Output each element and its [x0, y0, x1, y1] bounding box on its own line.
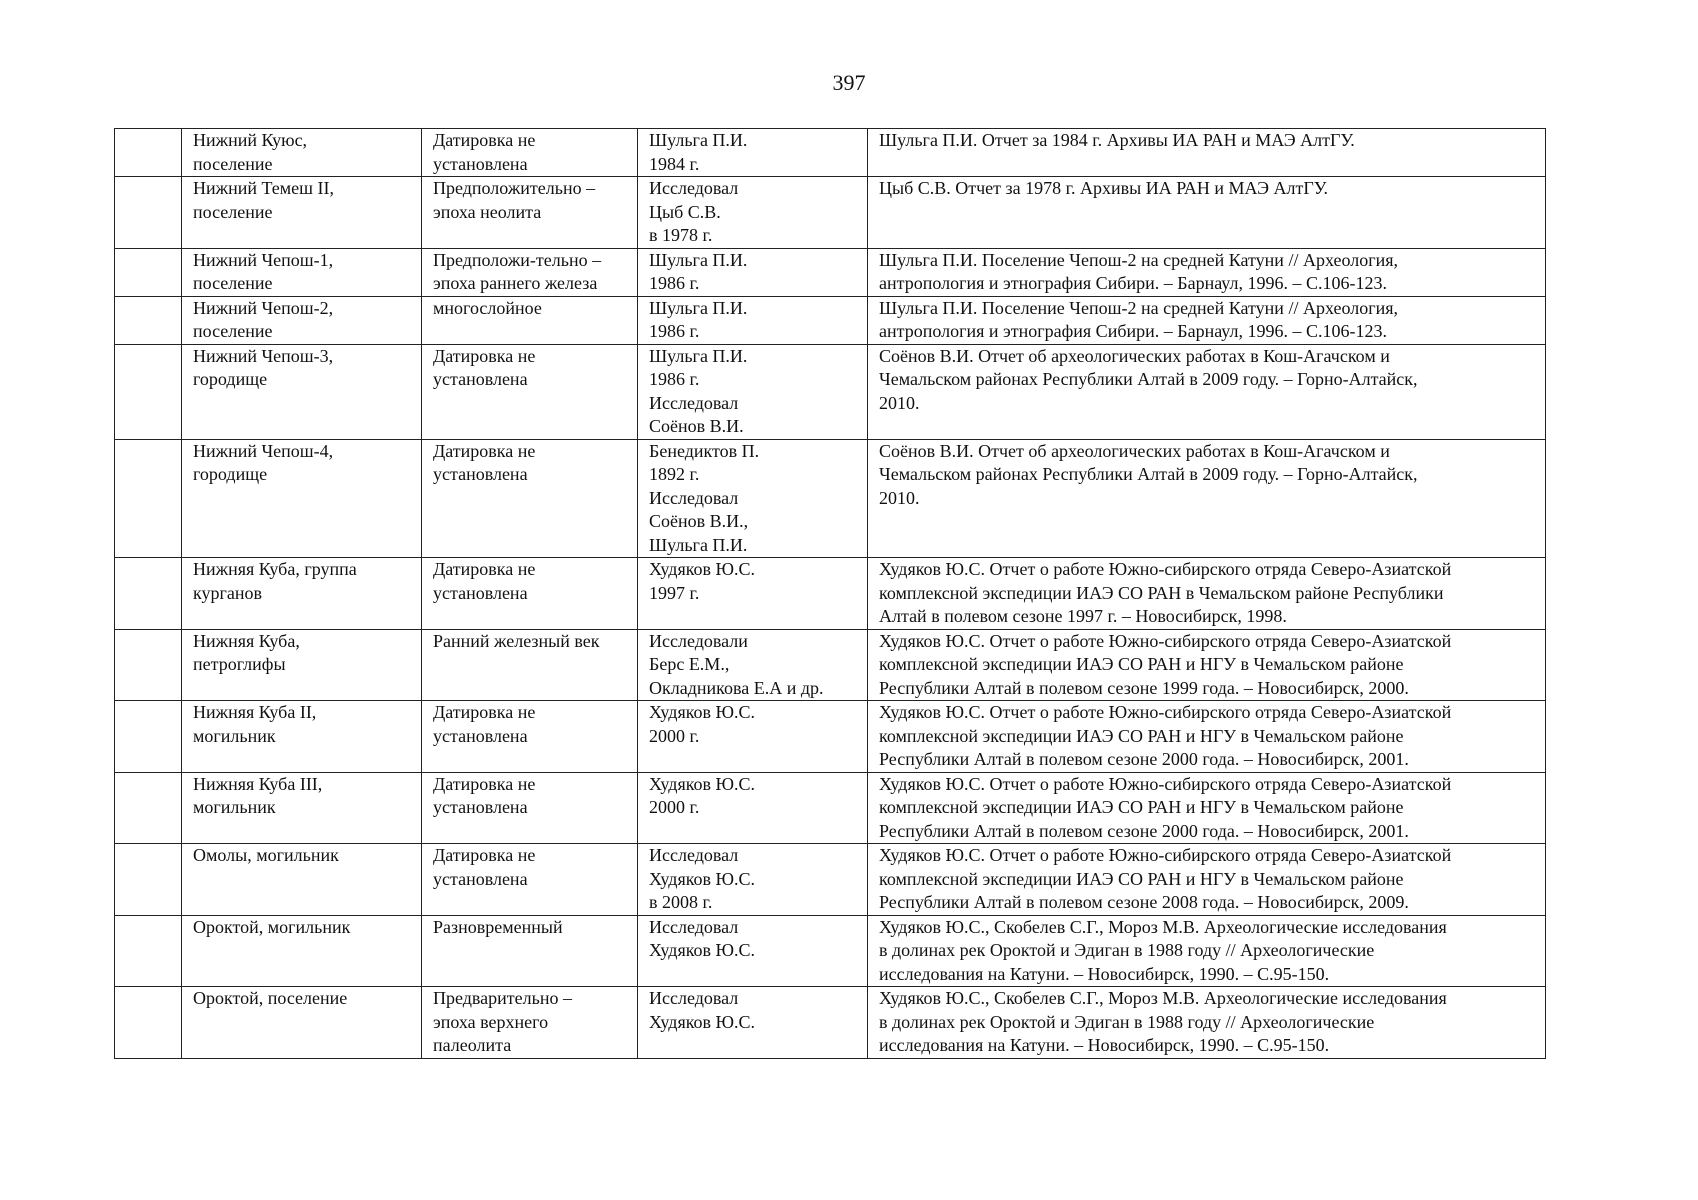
table-row: [115, 177, 1546, 249]
source-cell: Худяков Ю.С. Отчет о работе Южно-сибирского отряда Северо-Азиатской комплексной экспедиции ИАЭ СО РАН и НГУ в Чемальском районе Республики Алтай в полевом сезоне 1999 года. – Новосибирск, 2000.: [868, 629, 1546, 701]
table-row: [115, 439, 1546, 558]
page-number: 397: [832, 70, 866, 95]
source-cell: Худяков Ю.С., Скобелев С.Г., Мороз М.В. Археологические исследования в долинах рек Ороктой и Эдиган в 1988 году // Археологические исследования на Катуни. – Новосибирск, 1990. – С.95-150.: [868, 915, 1546, 987]
table-row: [115, 629, 1546, 701]
researcher-cell: Бенедиктов П. 1892 г. Исследовал Соёнов В.И., Шульга П.И.: [638, 439, 868, 558]
table-row: [115, 701, 1546, 773]
source-cell: Шульга П.И. Отчет за 1984 г. Архивы ИА РАН и МАЭ АлтГУ.: [868, 129, 1546, 177]
dating-cell: Датировка не установлена: [422, 844, 638, 916]
site-name-cell: Нижний Чепош-3, городище: [182, 344, 422, 439]
site-name-cell: Нижний Чепош-1, поселение: [182, 248, 422, 296]
row-number-cell: [115, 248, 182, 296]
researcher-cell: Шульга П.И. 1986 г.: [638, 248, 868, 296]
row-number-cell: [115, 844, 182, 916]
site-name-cell: Нижняя Куба, петроглифы: [182, 629, 422, 701]
sites-table: [114, 128, 1546, 1059]
row-number-cell: [115, 772, 182, 844]
source-cell: Худяков Ю.С. Отчет о работе Южно-сибирского отряда Северо-Азиатской комплексной экспедиции ИАЭ СО РАН в Чемальском районе Республики Алтай в полевом сезоне 1997 г. – Новосибирск, 1998.: [868, 558, 1546, 630]
source-cell: Соёнов В.И. Отчет об археологических работах в Кош-Агачском и Чемальском районах Республики Алтай в 2009 году. – Горно-Алтайск, 2010.: [868, 344, 1546, 439]
site-name-cell: Ороктой, могильник: [182, 915, 422, 987]
dating-cell: Предварительно – эпоха верхнего палеолита: [422, 987, 638, 1059]
row-number-cell: [115, 177, 182, 249]
researcher-cell: Шульга П.И. 1984 г.: [638, 129, 868, 177]
site-name-cell: Нижний Чепош-4, городище: [182, 439, 422, 558]
table-row: [115, 844, 1546, 916]
dating-cell: Датировка не установлена: [422, 772, 638, 844]
sites-table-body: [115, 129, 1546, 1059]
row-number-cell: [115, 701, 182, 773]
source-cell: Соёнов В.И. Отчет об археологических работах в Кош-Агачском и Чемальском районах Республики Алтай в 2009 году. – Горно-Алтайск, 2010.: [868, 439, 1546, 558]
site-name-cell: Нижний Темеш II, поселение: [182, 177, 422, 249]
dating-cell: Разновременный: [422, 915, 638, 987]
source-cell: Цыб С.В. Отчет за 1978 г. Архивы ИА РАН и МАЭ АлтГУ.: [868, 177, 1546, 249]
row-number-cell: [115, 296, 182, 344]
site-name-cell: Нижний Куюс, поселение: [182, 129, 422, 177]
researcher-cell: Исследовали Берс Е.М., Окладникова Е.А и др.: [638, 629, 868, 701]
researcher-cell: Худяков Ю.С. 2000 г.: [638, 701, 868, 773]
site-name-cell: Нижняя Куба, группа курганов: [182, 558, 422, 630]
source-cell: Худяков Ю.С., Скобелев С.Г., Мороз М.В. Археологические исследования в долинах рек Ороктой и Эдиган в 1988 году // Археологические исследования на Катуни. – Новосибирск, 1990. – С.95-150.: [868, 987, 1546, 1059]
dating-cell: Датировка не установлена: [422, 439, 638, 558]
researcher-cell: Исследовал Цыб С.В. в 1978 г.: [638, 177, 868, 249]
dating-cell: Датировка не установлена: [422, 129, 638, 177]
site-name-cell: Нижняя Куба III, могильник: [182, 772, 422, 844]
dating-cell: Датировка не установлена: [422, 344, 638, 439]
table-row: [115, 987, 1546, 1059]
dating-cell: Датировка не установлена: [422, 701, 638, 773]
dating-cell: Ранний железный век: [422, 629, 638, 701]
dating-cell: Предположи-тельно – эпоха раннего железа: [422, 248, 638, 296]
researcher-cell: Шульга П.И. 1986 г.: [638, 296, 868, 344]
row-number-cell: [115, 129, 182, 177]
row-number-cell: [115, 629, 182, 701]
researcher-cell: Исследовал Худяков Ю.С.: [638, 987, 868, 1059]
table-row: [115, 129, 1546, 177]
table-row: [115, 296, 1546, 344]
dating-cell: Датировка не установлена: [422, 558, 638, 630]
table-row: [115, 915, 1546, 987]
source-cell: Шульга П.И. Поселение Чепош-2 на средней Катуни // Археология, антропология и этнография Сибири. – Барнаул, 1996. – С.106-123.: [868, 296, 1546, 344]
site-name-cell: Ороктой, поселение: [182, 987, 422, 1059]
row-number-cell: [115, 439, 182, 558]
site-name-cell: Нижняя Куба II, могильник: [182, 701, 422, 773]
researcher-cell: Исследовал Худяков Ю.С.: [638, 915, 868, 987]
row-number-cell: [115, 344, 182, 439]
table-row: [115, 772, 1546, 844]
source-cell: Худяков Ю.С. Отчет о работе Южно-сибирского отряда Северо-Азиатской комплексной экспедиции ИАЭ СО РАН и НГУ в Чемальском районе Республики Алтай в полевом сезоне 2000 года. – Новосибирск, 2001.: [868, 772, 1546, 844]
dating-cell: многослойное: [422, 296, 638, 344]
row-number-cell: [115, 558, 182, 630]
source-cell: Худяков Ю.С. Отчет о работе Южно-сибирского отряда Северо-Азиатской комплексной экспедиции ИАЭ СО РАН и НГУ в Чемальском районе Республики Алтай в полевом сезоне 2000 года. – Новосибирск, 2001.: [868, 701, 1546, 773]
table-row: [115, 344, 1546, 439]
researcher-cell: Исследовал Худяков Ю.С. в 2008 г.: [638, 844, 868, 916]
source-cell: Худяков Ю.С. Отчет о работе Южно-сибирского отряда Северо-Азиатской комплексной экспедиции ИАЭ СО РАН и НГУ в Чемальском районе Республики Алтай в полевом сезоне 2008 года. – Новосибирск, 2009.: [868, 844, 1546, 916]
row-number-cell: [115, 915, 182, 987]
site-name-cell: Омолы, могильник: [182, 844, 422, 916]
researcher-cell: Худяков Ю.С. 1997 г.: [638, 558, 868, 630]
dating-cell: Предположительно – эпоха неолита: [422, 177, 638, 249]
site-name-cell: Нижний Чепош-2, поселение: [182, 296, 422, 344]
researcher-cell: Шульга П.И. 1986 г. Исследовал Соёнов В.И.: [638, 344, 868, 439]
table-row: [115, 248, 1546, 296]
researcher-cell: Худяков Ю.С. 2000 г.: [638, 772, 868, 844]
table-row: [115, 558, 1546, 630]
source-cell: Шульга П.И. Поселение Чепош-2 на средней Катуни // Археология, антропология и этнография Сибири. – Барнаул, 1996. – С.106-123.: [868, 248, 1546, 296]
row-number-cell: [115, 987, 182, 1059]
